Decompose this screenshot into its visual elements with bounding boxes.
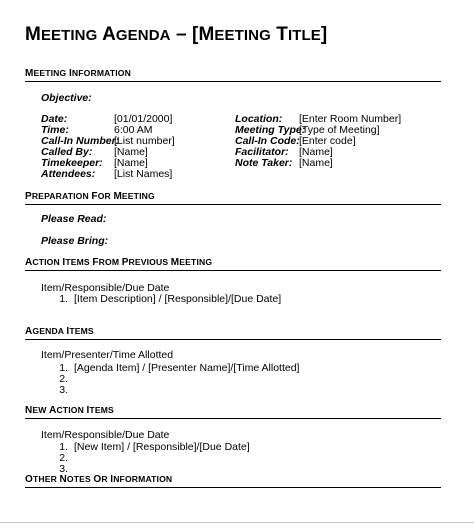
objective-label: Objective: bbox=[41, 92, 92, 104]
info-value[interactable]: [Name] bbox=[299, 146, 333, 158]
previous-actions-subheading: Item/Responsible/Due Date bbox=[41, 282, 170, 294]
section-heading-other-notes: OTHER NOTES OR INFORMATION bbox=[25, 474, 441, 488]
info-value[interactable]: [01/01/2000] bbox=[114, 113, 173, 125]
info-label: Call-In Code: bbox=[235, 135, 300, 147]
info-label: Date: bbox=[41, 113, 68, 125]
list-item-number: 2. bbox=[59, 373, 68, 385]
info-value[interactable]: [List number] bbox=[114, 135, 175, 147]
info-value[interactable]: 6:00 AM bbox=[114, 124, 153, 136]
info-label: Meeting Type: bbox=[235, 124, 306, 136]
info-label: Call-In Number: bbox=[41, 135, 120, 147]
list-item-number: 3. bbox=[59, 463, 68, 475]
info-value[interactable]: [Enter code] bbox=[299, 135, 356, 147]
list-item-number: 1. bbox=[59, 362, 68, 374]
section-heading-meeting-information: MEETING INFORMATION bbox=[25, 68, 441, 82]
info-label: Location: bbox=[235, 113, 283, 125]
info-label: Attendees: bbox=[41, 168, 96, 180]
info-label: Note Taker: bbox=[235, 157, 293, 169]
list-item-number: 1. bbox=[59, 441, 68, 453]
info-label: Timekeeper: bbox=[41, 157, 103, 169]
section-heading-new-actions: NEW ACTION ITEMS bbox=[25, 405, 441, 419]
list-item-number: 3. bbox=[59, 384, 68, 396]
info-value[interactable]: [Name] bbox=[299, 157, 333, 169]
list-item-number: 1. bbox=[59, 293, 68, 305]
list-item[interactable]: [New Item] / [Responsible]/[Due Date] bbox=[74, 441, 250, 453]
please-read-label: Please Read: bbox=[41, 213, 107, 225]
info-value[interactable]: [Name] bbox=[114, 146, 148, 158]
list-item-number: 2. bbox=[59, 452, 68, 464]
info-value[interactable]: [Enter Room Number] bbox=[299, 113, 402, 125]
list-item[interactable]: [Item Description] / [Responsible]/[Due Date] bbox=[74, 293, 282, 305]
page-title: MEETING AGENDA – [MEETING TITLE] bbox=[25, 24, 328, 45]
info-value[interactable]: [Type of Meeting] bbox=[299, 124, 380, 136]
info-label: Called By: bbox=[41, 146, 93, 158]
info-value[interactable]: [List Names] bbox=[114, 168, 173, 180]
section-heading-agenda-items: AGENDA ITEMS bbox=[25, 326, 441, 340]
info-value[interactable]: [Name] bbox=[114, 157, 148, 169]
section-heading-preparation: PREPARATION FOR MEETING bbox=[25, 191, 441, 205]
page-bottom-rule bbox=[0, 522, 474, 523]
please-bring-label: Please Bring: bbox=[41, 235, 109, 247]
section-heading-previous-actions: ACTION ITEMS FROM PREVIOUS MEETING bbox=[25, 257, 441, 271]
agenda-items-subheading: Item/Presenter/Time Allotted bbox=[41, 349, 174, 361]
list-item[interactable]: [Agenda Item] / [Presenter Name]/[Time Allotted] bbox=[74, 362, 300, 374]
info-label: Facilitator: bbox=[235, 146, 289, 158]
new-actions-subheading: Item/Responsible/Due Date bbox=[41, 429, 170, 441]
info-label: Time: bbox=[41, 124, 69, 136]
